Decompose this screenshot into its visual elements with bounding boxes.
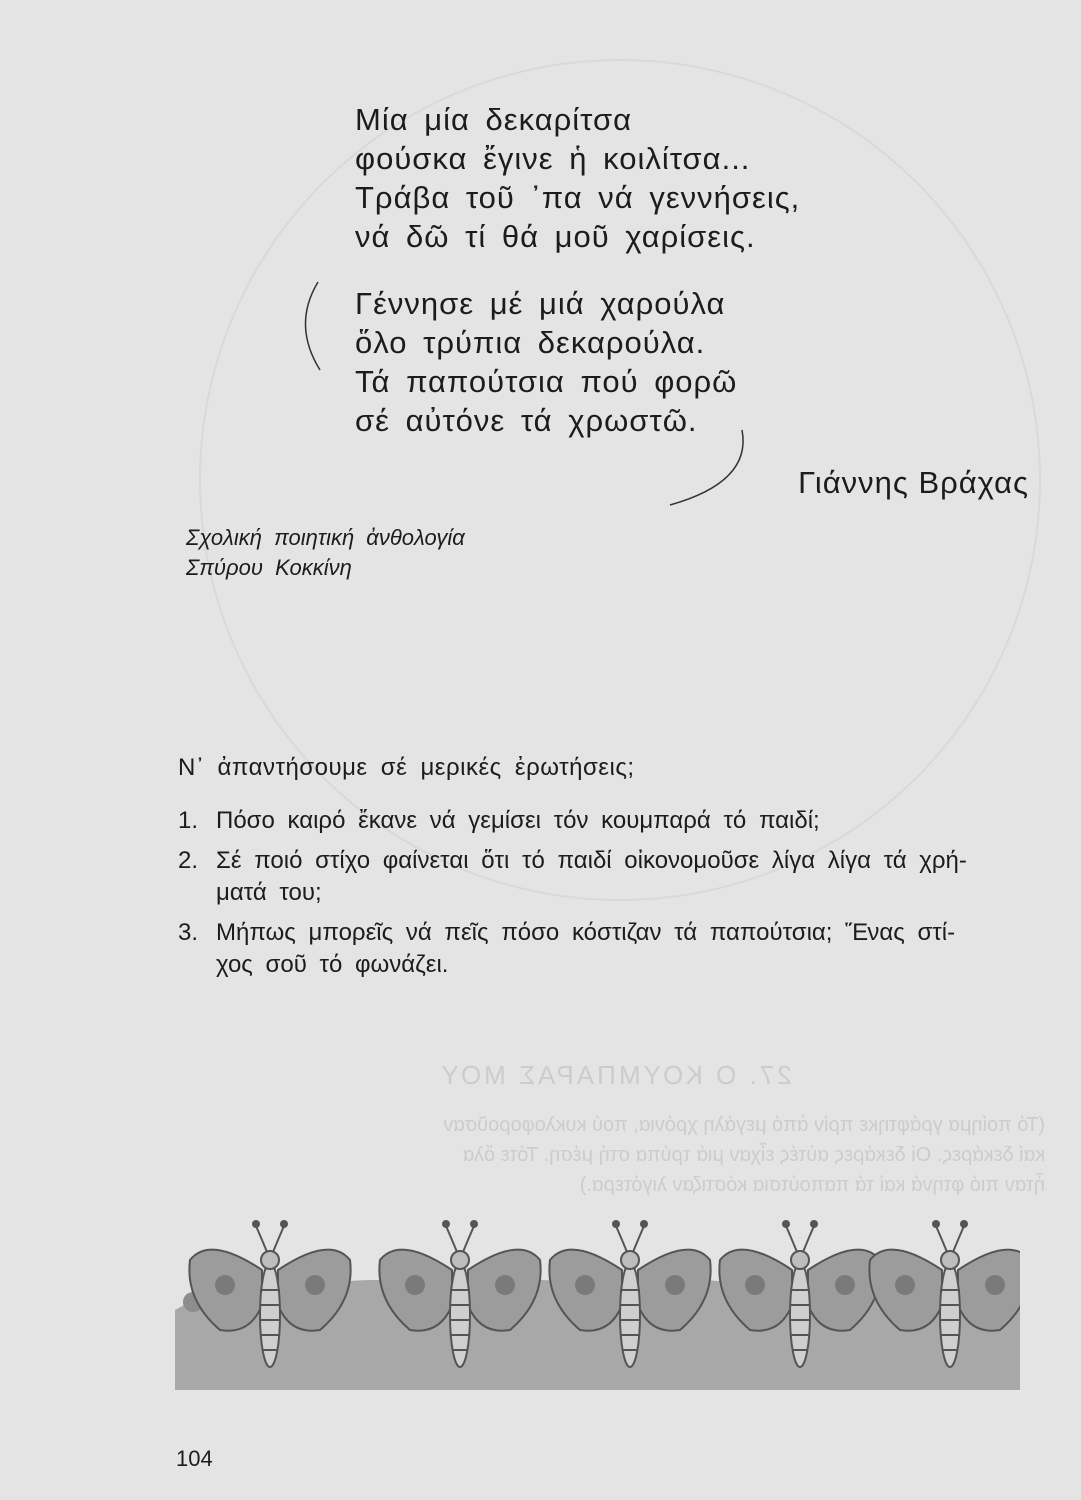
question-item bbox=[178, 917, 1038, 981]
bleed-through-line: (Τό ποίημα γράφτηκε πρίν ἀπό μεγάλη χρόνια, πού κυκλοφοροῦσαν bbox=[443, 1114, 1045, 1136]
source-citation bbox=[186, 523, 465, 583]
bleed-through-line: καί δεκάρες. Οἱ δεκάρες αὐτές εἶχαν μιά τρύπα στή μέση. Τότε ὅλα bbox=[462, 1144, 1045, 1166]
question-number: 2. bbox=[178, 847, 199, 874]
poem-line: Μία μία δεκαρίτσα bbox=[355, 102, 633, 137]
question-item bbox=[178, 805, 1038, 837]
questions-heading: Ν᾽ ἀπαντήσουμε σέ μερικές ἐρωτήσεις; bbox=[178, 754, 635, 781]
question-number: 1. bbox=[178, 807, 199, 834]
question-number: 3. bbox=[178, 919, 199, 946]
question-line-continued: ματά του; bbox=[216, 879, 322, 906]
poem-line: νά δῶ τί θά μοῦ χαρίσεις. bbox=[355, 219, 756, 254]
question-text bbox=[216, 917, 1038, 981]
poem-line: φούσκα ἔγινε ἡ κοιλίτσα... bbox=[355, 141, 751, 176]
butterflies-illustration bbox=[175, 1210, 1020, 1390]
question-item bbox=[178, 845, 1038, 909]
poem-line: σέ αὐτόνε τά χρωστῶ. bbox=[355, 403, 698, 438]
question-line-continued: χος σοῦ τό φωνάζει. bbox=[216, 951, 449, 978]
question-line: Σέ ποιό στίχο φαίνεται ὅτι τό παιδί οἰκονομοῦσε λίγα λίγα τά χρή- bbox=[216, 847, 967, 874]
poem-author: Γιάννης Βράχας bbox=[798, 465, 1029, 500]
poem-line: Τά παπούτσια πού φορῶ bbox=[355, 364, 738, 399]
poem-line: Τράβα τοῦ ᾽πα νά γεννήσεις, bbox=[355, 180, 801, 215]
question-text bbox=[216, 805, 1038, 837]
source-line-2: Σπύρου Κοκκίνη bbox=[186, 555, 352, 580]
poem bbox=[355, 100, 800, 468]
poem-line: ὅλο τρύπια δεκαρούλα. bbox=[355, 325, 706, 360]
page-number: 104 bbox=[176, 1446, 213, 1471]
bleed-through-title: 27. Ο ΚΟΥΜΠΑΡΑΣ ΜΟΥ bbox=[438, 1060, 792, 1090]
source-line-1: Σχολική ποιητική ἀνθολογία bbox=[186, 525, 465, 550]
poem-line: Γέννησε μέ μιά χαρούλα bbox=[355, 286, 726, 321]
questions-list bbox=[178, 805, 1038, 989]
poem-stanza-1 bbox=[355, 100, 800, 256]
question-line: Μήπως μπορεῖς νά πεῖς πόσο κόστιζαν τά παπούτσια; Ἕνας στί- bbox=[216, 919, 956, 946]
question-text bbox=[216, 845, 1038, 909]
poem-stanza-2 bbox=[355, 284, 800, 440]
question-line: Πόσο καιρό ἔκανε νά γεμίσει τόν κουμπαρά τό παιδί; bbox=[216, 807, 820, 834]
bleed-through-line: ἦταν πιό φτηνά καί τά παπούτσια κόστιζαν λιγότερα.) bbox=[579, 1174, 1045, 1196]
